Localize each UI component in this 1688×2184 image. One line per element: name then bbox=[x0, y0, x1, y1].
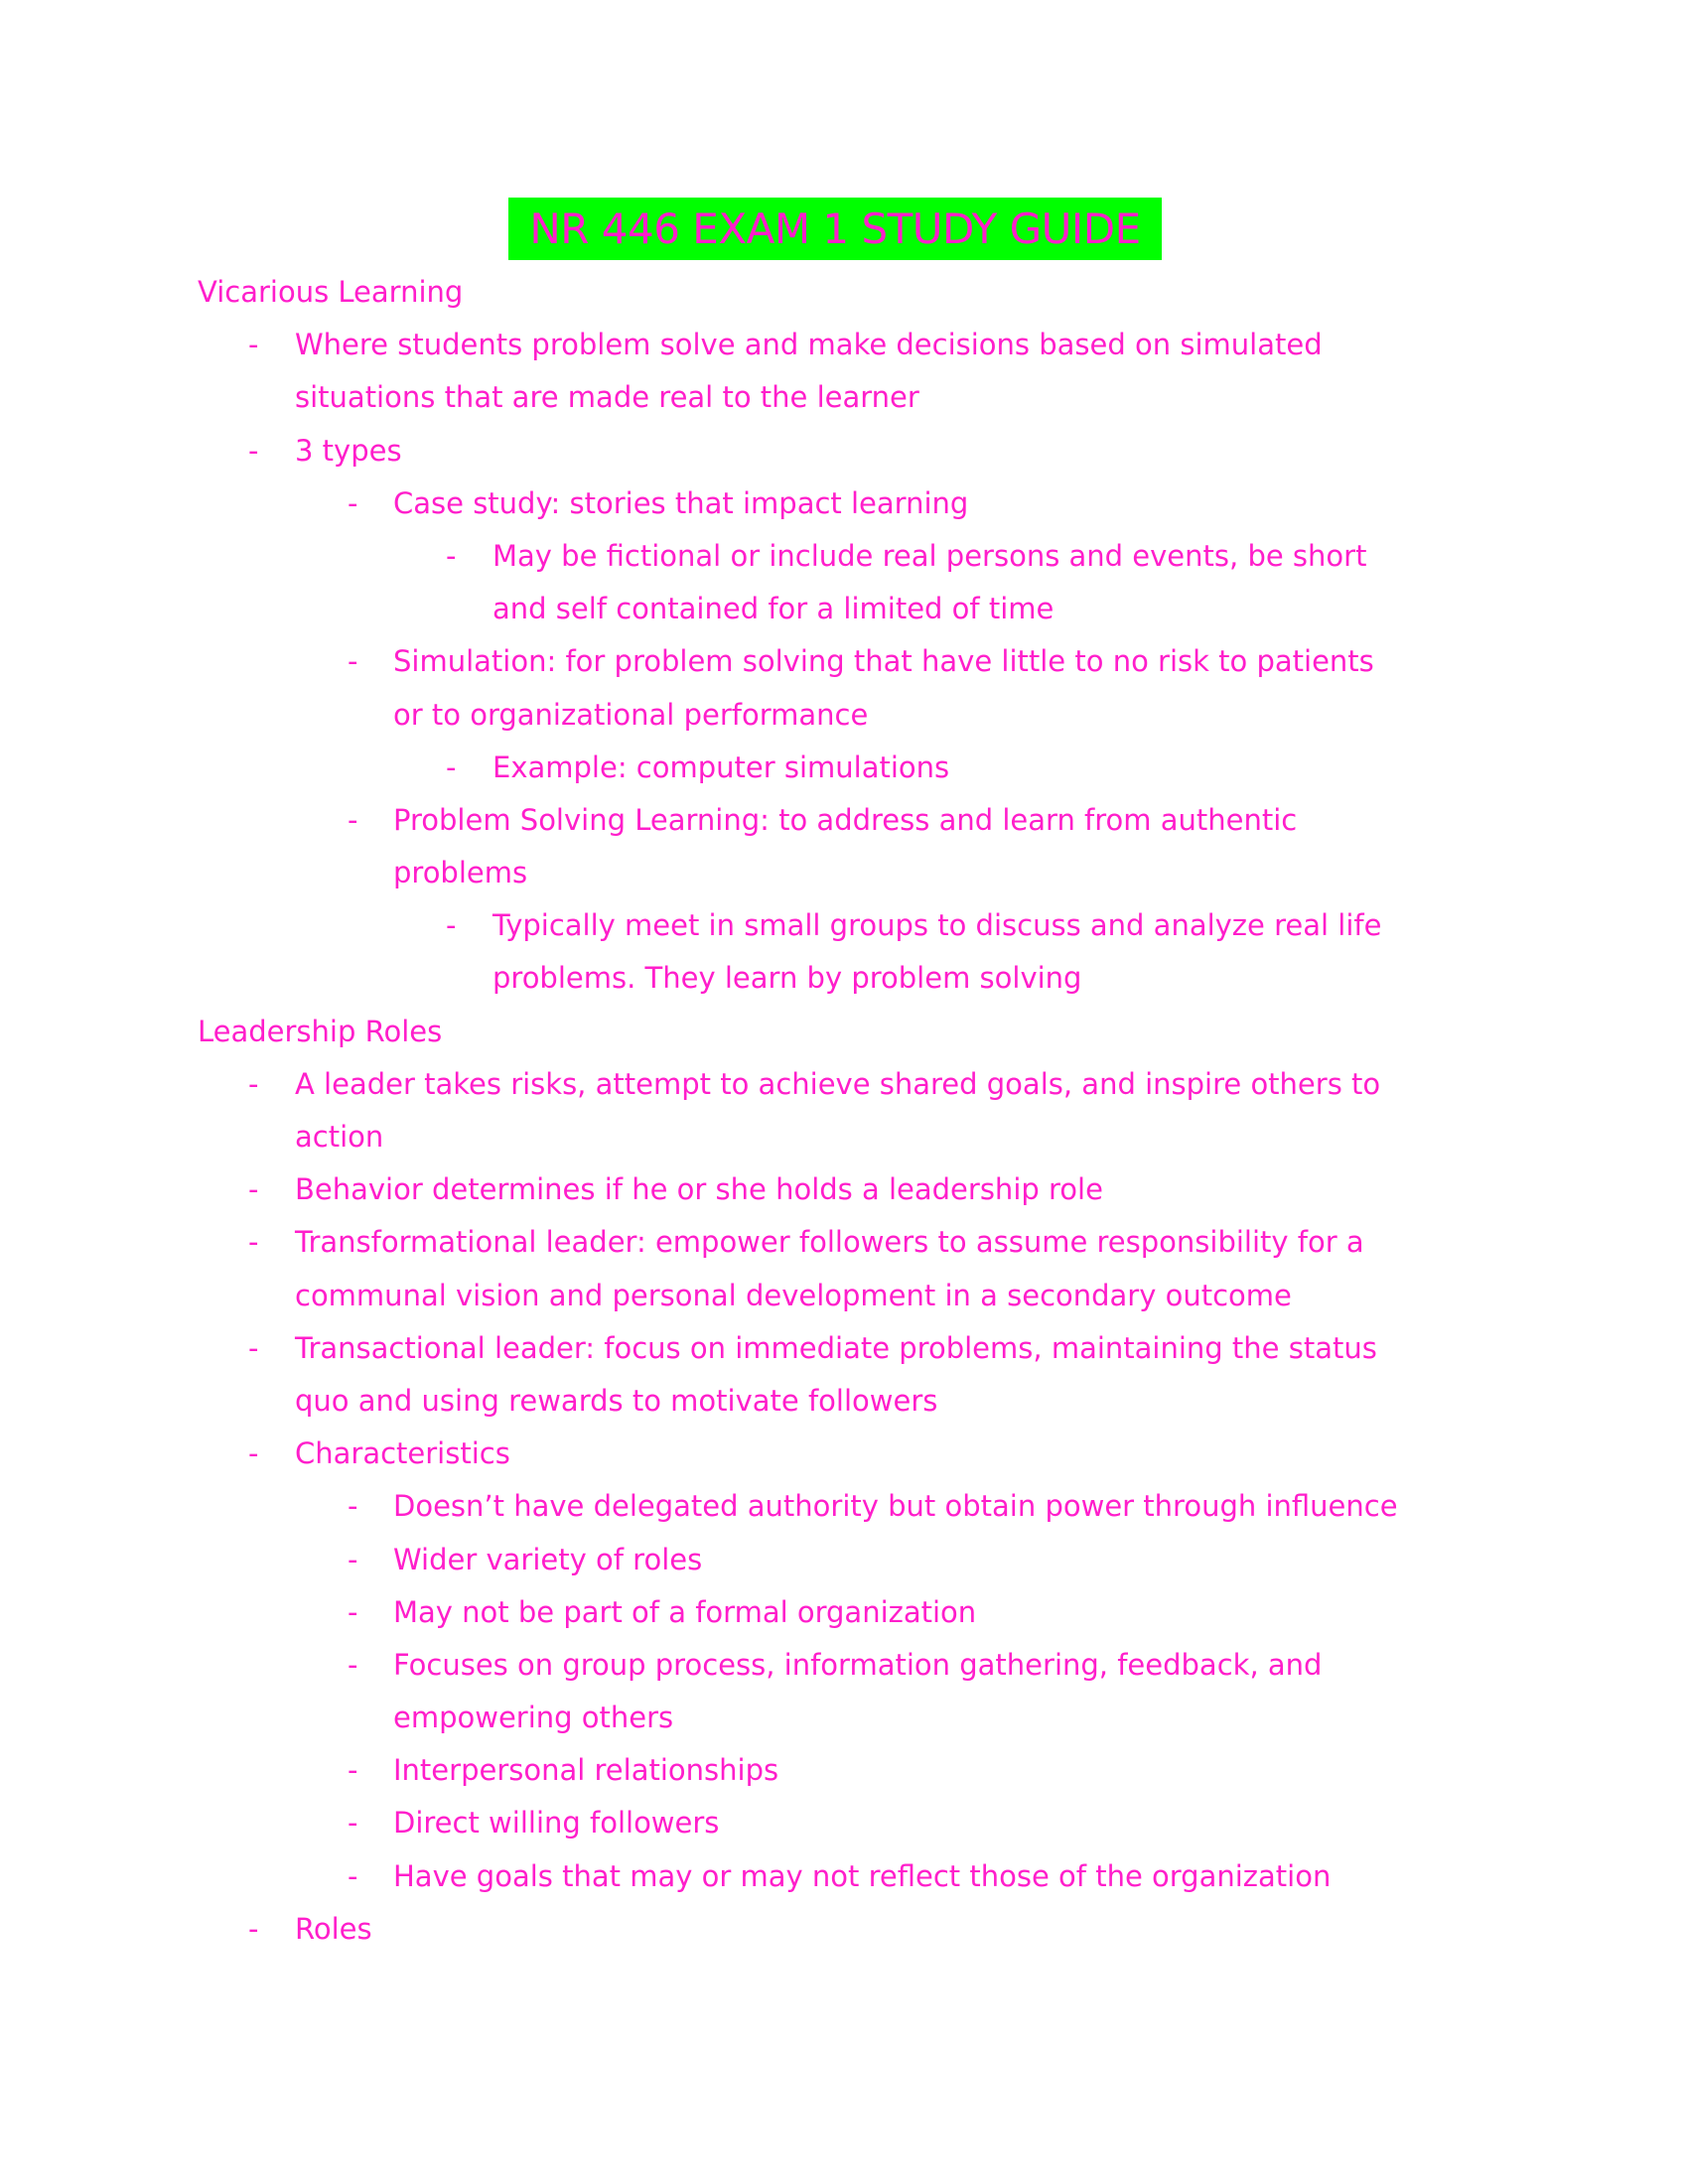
line-text: Vicarious Learning bbox=[198, 275, 464, 309]
line-text: May be fictional or include real persons and events, be short bbox=[492, 538, 1367, 573]
line-text: Typically meet in small groups to discuss and analyze real life bbox=[492, 908, 1382, 943]
line-text: Simulation: for problem solving that have little to no risk to patients bbox=[393, 644, 1374, 679]
dash-bullet-icon: - bbox=[446, 908, 457, 943]
dash-bullet-icon: - bbox=[348, 644, 358, 679]
line-text: Doesn’t have delegated authority but obtain power through influence bbox=[393, 1489, 1398, 1524]
dash-bullet-icon: - bbox=[446, 538, 457, 573]
list-item-continuation bbox=[0, 1375, 1688, 1428]
list-item bbox=[0, 425, 1688, 478]
dash-bullet-icon: - bbox=[248, 433, 259, 468]
list-item bbox=[0, 1480, 1688, 1533]
line-text: Behavior determines if he or she holds a leadership role bbox=[295, 1172, 1103, 1207]
document-title: NR 446 EXAM 1 STUDY GUIDE bbox=[508, 198, 1162, 260]
line-text: A leader takes risks, attempt to achieve shared goals, and inspire others to bbox=[295, 1066, 1381, 1101]
dash-bullet-icon: - bbox=[248, 1330, 259, 1365]
list-item bbox=[0, 319, 1688, 371]
dash-bullet-icon: - bbox=[348, 1858, 358, 1893]
line-text: Case study: stories that impact learning bbox=[393, 485, 969, 520]
list-item bbox=[0, 1216, 1688, 1269]
line-text: Leadership Roles bbox=[198, 1014, 443, 1048]
list-item bbox=[0, 1850, 1688, 1903]
document-body bbox=[0, 266, 1688, 1956]
dash-bullet-icon: - bbox=[446, 750, 457, 784]
list-item bbox=[0, 1797, 1688, 1849]
line-text: Problem Solving Learning: to address and learn from authentic bbox=[393, 802, 1298, 837]
list-item-continuation bbox=[0, 1111, 1688, 1163]
list-item bbox=[0, 530, 1688, 583]
line-text: problems. They learn by problem solving bbox=[492, 961, 1082, 996]
dash-bullet-icon: - bbox=[348, 1542, 358, 1576]
list-item bbox=[0, 899, 1688, 952]
line-text: Focuses on group process, information gathering, feedback, and bbox=[393, 1647, 1323, 1682]
list-item bbox=[0, 1903, 1688, 1956]
dash-bullet-icon: - bbox=[248, 1225, 259, 1260]
dash-bullet-icon: - bbox=[348, 1489, 358, 1524]
dash-bullet-icon: - bbox=[348, 1594, 358, 1629]
dash-bullet-icon: - bbox=[348, 1647, 358, 1682]
section-heading bbox=[0, 1006, 1688, 1058]
line-text: Transactional leader: focus on immediate problems, maintaining the status bbox=[295, 1330, 1377, 1365]
list-item bbox=[0, 635, 1688, 688]
list-item bbox=[0, 1534, 1688, 1586]
line-text: or to organizational performance bbox=[393, 697, 869, 732]
line-text: communal vision and personal development in a secondary outcome bbox=[295, 1278, 1292, 1312]
line-text: and self contained for a limited of time bbox=[492, 592, 1055, 626]
line-text: May not be part of a formal organization bbox=[393, 1594, 977, 1629]
list-item-continuation bbox=[0, 847, 1688, 899]
dash-bullet-icon: - bbox=[248, 1066, 259, 1101]
list-item bbox=[0, 1586, 1688, 1639]
section-heading bbox=[0, 266, 1688, 319]
dash-bullet-icon: - bbox=[248, 328, 259, 362]
dash-bullet-icon: - bbox=[248, 1436, 259, 1471]
list-item-continuation bbox=[0, 1270, 1688, 1322]
line-text: 3 types bbox=[295, 433, 402, 468]
line-text: Wider variety of roles bbox=[393, 1542, 703, 1576]
list-item bbox=[0, 1428, 1688, 1480]
list-item-continuation bbox=[0, 371, 1688, 424]
dash-bullet-icon: - bbox=[248, 1911, 259, 1946]
list-item-continuation bbox=[0, 689, 1688, 742]
list-item bbox=[0, 1639, 1688, 1692]
line-text: Characteristics bbox=[295, 1436, 510, 1471]
list-item-continuation bbox=[0, 1692, 1688, 1744]
line-text: Have goals that may or may not reflect those of the organization bbox=[393, 1858, 1332, 1893]
dash-bullet-icon: - bbox=[348, 485, 358, 520]
line-text: Transformational leader: empower followers to assume responsibility for a bbox=[295, 1225, 1364, 1260]
line-text: Where students problem solve and make decisions based on simulated bbox=[295, 328, 1323, 362]
line-text: empowering others bbox=[393, 1701, 674, 1735]
line-text: problems bbox=[393, 856, 528, 890]
line-text: situations that are made real to the learner bbox=[295, 380, 919, 415]
list-item bbox=[0, 794, 1688, 847]
list-item bbox=[0, 1163, 1688, 1216]
dash-bullet-icon: - bbox=[348, 1806, 358, 1841]
line-text: action bbox=[295, 1120, 384, 1154]
dash-bullet-icon: - bbox=[248, 1172, 259, 1207]
dash-bullet-icon: - bbox=[348, 1753, 358, 1788]
line-text: Example: computer simulations bbox=[492, 750, 950, 784]
line-text: Roles bbox=[295, 1911, 372, 1946]
list-item bbox=[0, 742, 1688, 794]
list-item bbox=[0, 1058, 1688, 1111]
dash-bullet-icon: - bbox=[348, 802, 358, 837]
list-item bbox=[0, 1322, 1688, 1375]
list-item-continuation bbox=[0, 583, 1688, 635]
line-text: Interpersonal relationships bbox=[393, 1753, 779, 1788]
line-text: Direct willing followers bbox=[393, 1806, 720, 1841]
list-item-continuation bbox=[0, 952, 1688, 1005]
list-item bbox=[0, 1744, 1688, 1797]
line-text: quo and using rewards to motivate followers bbox=[295, 1383, 938, 1418]
list-item bbox=[0, 478, 1688, 530]
